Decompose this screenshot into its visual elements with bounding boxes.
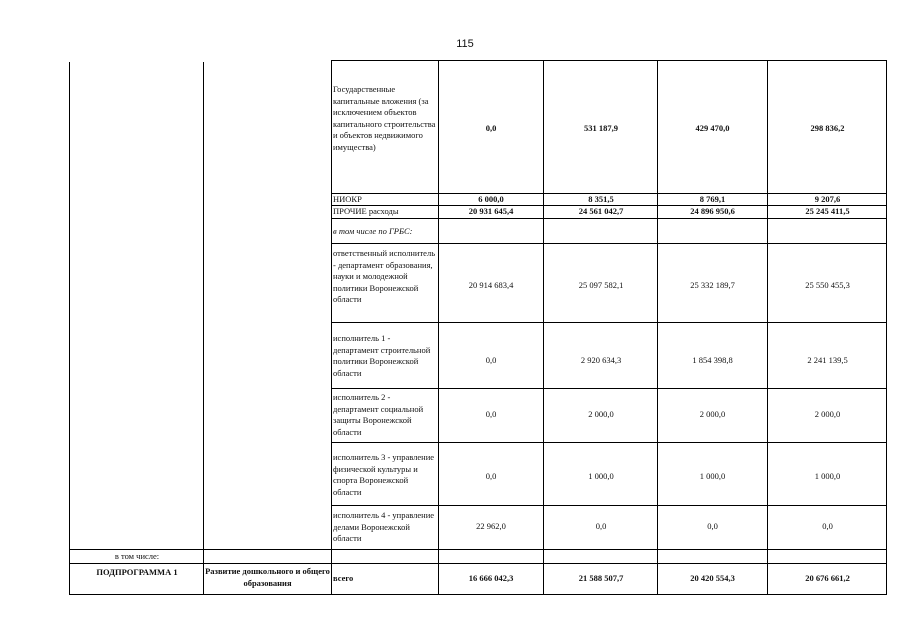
row-value: 9 207,6 [814, 194, 841, 204]
row-value: 8 769,1 [699, 194, 726, 204]
row-label: ответственный исполнитель - департамент образования, науки и молодежной политики Воронежской области [333, 248, 436, 304]
row-value: 2 920 634,3 [580, 355, 622, 365]
row-value: 24 561 042,7 [578, 206, 624, 216]
row-value: 1 854 398,8 [692, 355, 733, 365]
row-value: 2 241 139,5 [807, 355, 848, 365]
row-value: 0,0 [595, 521, 607, 531]
row-value: 0,0 [485, 355, 497, 365]
row-value: 6 000,0 [478, 194, 504, 204]
row-value: 20 931 645,4 [468, 206, 514, 216]
subprogram-name: ПОДПРОГРАММА 1 [96, 567, 178, 577]
page-number: 115 [456, 38, 474, 50]
row-label: НИОКР [333, 194, 362, 204]
subprogram-value: 16 666 042,3 [468, 573, 514, 583]
row-value: 2 000,0 [588, 409, 614, 419]
row-value: 0,0 [485, 471, 497, 481]
in-that-number-label: в том числе: [114, 551, 160, 561]
row-value: 2 000,0 [814, 409, 841, 419]
row-value: 1 000,0 [814, 471, 841, 481]
subprogram-title: Развитие дошкольного и общего образования [205, 566, 330, 588]
row-value: 0,0 [707, 521, 718, 531]
row-value: 25 245 411,5 [805, 206, 850, 216]
row-value: 25 332 189,7 [690, 280, 735, 290]
subprogram-value: 21 588 507,7 [578, 573, 624, 583]
subprogram-value: 20 420 554,3 [690, 573, 735, 583]
row-value: 298 836,2 [810, 123, 845, 133]
subprogram-total-label: всего [333, 573, 354, 583]
row-value: 0,0 [485, 409, 497, 419]
row-value: 0,0 [822, 521, 833, 531]
row-label: Государственные капитальные вложения (за исключением объектов капитального строительства и объектов недвижимого имущества) [333, 84, 436, 152]
row-value: 1 000,0 [699, 471, 726, 481]
row-value: 20 914 683,4 [468, 280, 514, 290]
grbs-heading: в том числе по ГРБС: [333, 226, 413, 236]
row-value: 0,0 [485, 123, 497, 133]
row-label: исполнитель 2 - департамент социальной защиты Воронежской области [333, 392, 424, 437]
row-label: исполнитель 3 - управление физической культуры и спорта Воронежской области [333, 452, 435, 497]
row-value: 429 470,0 [695, 123, 730, 133]
row-value: 1 000,0 [588, 471, 614, 481]
row-label: исполнитель 4 - управление делами Воронежской области [333, 510, 435, 543]
subprogram-value: 20 676 661,2 [805, 573, 850, 583]
row-value: 22 962,0 [476, 521, 506, 531]
row-value: 2 000,0 [699, 409, 726, 419]
row-value: 531 187,9 [584, 123, 618, 133]
row-value: 8 351,5 [588, 194, 614, 204]
row-label: исполнитель 1 - департамент строительной политики Воронежской области [333, 333, 431, 378]
row-label: ПРОЧИЕ расходы [333, 206, 399, 216]
row-value: 25 097 582,1 [578, 280, 624, 290]
row-value: 25 550 455,3 [805, 280, 850, 290]
row-value: 24 896 950,6 [690, 206, 735, 216]
